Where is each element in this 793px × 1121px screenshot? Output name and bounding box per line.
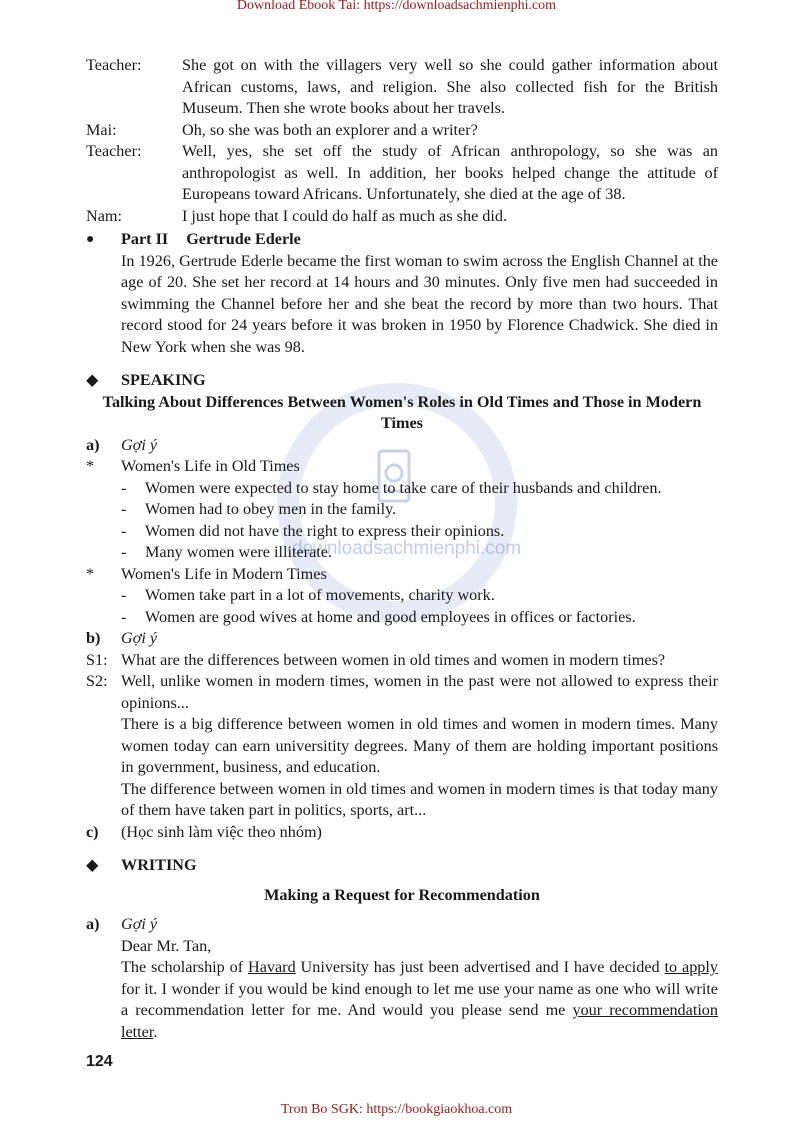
letter-greeting: Dear Mr. Tan,: [121, 936, 212, 955]
utterance: There is a big difference between women in old times and women in modern times. Many women today can earn universitity degrees. Many of them are holding important positions in government, business, and education.: [121, 715, 718, 776]
writing-heading: [86, 855, 718, 877]
dialogue-line: [86, 55, 718, 120]
s2-block: [121, 671, 718, 822]
watermark-text: downloadsachmienphi.com: [292, 538, 522, 559]
utterance: The difference between women in old times and women in modern times is that today many of them have taken part in politics, sports, art...: [121, 779, 718, 819]
dash-bullet: -: [121, 586, 127, 604]
speaker-label: Teacher:: [86, 56, 142, 74]
hint-text: Gợi ý: [121, 915, 158, 933]
speaking-heading-text: SPEAKING: [121, 371, 206, 389]
letter-text: for it. I wonder if you would be kind enough to let me use your name as one who will write a recommendation letter for me. And would you please send me: [121, 979, 718, 1019]
speaker-label: S1:: [86, 650, 108, 669]
utterance: Oh, so she was both an explorer and a writer?: [182, 120, 478, 139]
speaking-c-row: [86, 822, 718, 844]
old-times-heading-text: Women's Life in Old Times: [121, 457, 300, 475]
hint-text: Gợi ý: [121, 629, 158, 647]
list-item-text: Women were expected to stay home to take care of their husbands and children.: [145, 478, 662, 497]
utterance: What are the differences between women in old times and women in modern times?: [121, 650, 666, 669]
footer-link[interactable]: Tron Bo SGK: https://bookgiaokhoa.com: [280, 1102, 513, 1117]
part2-paragraph: In 1926, Gertrude Ederle became the first woman to swim across the English Channel at the age of 20. She set her record at 14 hours and 30 minutes. Only five men had succeeded in swimming the Channel before her and she beat the record by more than two hours. That record stood for 24 years before it was broken in 1950 by Florence Chadwick. She died in New York when she was 98.: [121, 251, 718, 356]
dash-bullet: -: [121, 500, 127, 518]
item-label: a): [86, 435, 100, 454]
list-item-text: Women had to obey men in the family.: [145, 500, 397, 518]
utterance: She got on with the villagers very well so she could gather information about African customs, laws, and religion. She also collected fish for the British Museum. Then she wrote books about her travels.: [182, 56, 718, 117]
dash-bullet: -: [121, 543, 127, 561]
list-item: [86, 607, 718, 629]
speaking-a-row: [86, 435, 718, 457]
utterance: Well, unlike women in modern times, women in the past were not allowed to express their opinions...: [121, 672, 718, 712]
underlined-text: to apply: [664, 958, 718, 976]
speaking-heading: [86, 370, 718, 392]
list-item: [86, 521, 718, 543]
dialogue-line: [86, 206, 718, 228]
writing-heading-text: WRITING: [121, 856, 197, 874]
item-label: a): [86, 915, 100, 933]
underlined-text: Havard: [248, 958, 296, 976]
old-times-heading: [86, 456, 718, 478]
speaker-label: Teacher:: [86, 142, 142, 160]
list-item-text: Many women were illiterate.: [145, 543, 332, 561]
letter-text: University has just been advertised and I have decided: [295, 958, 665, 976]
writing-title: Making a Request for Recommendation: [264, 885, 540, 904]
star-bullet-icon: *: [86, 457, 95, 475]
speaking-title: Talking About Differences Between Women's Roles in Old Times and Those in Modern Times: [102, 392, 702, 432]
diamond-bullet-icon: ◆: [86, 856, 99, 874]
dialogue-line: [86, 141, 718, 206]
part2-title: Gertrude Ederle: [186, 230, 301, 248]
writing-a-row: [86, 914, 718, 936]
dash-bullet: -: [121, 478, 127, 497]
list-item: [86, 499, 718, 521]
page-content: [86, 55, 718, 1043]
list-item: [86, 478, 718, 500]
instruction-text: (Học sinh làm việc theo nhóm): [121, 822, 322, 841]
diamond-bullet-icon: ◆: [86, 371, 99, 389]
speaker-label: Mai:: [86, 120, 117, 139]
dialogue-line: [86, 120, 718, 142]
modern-times-heading-text: Women's Life in Modern Times: [121, 564, 327, 583]
list-item-text: Women did not have the right to express their opinions.: [145, 521, 505, 540]
list-item: [86, 542, 718, 564]
utterance: I just hope that I could do half as much as she did.: [182, 206, 508, 225]
list-item: [86, 585, 718, 607]
item-label: b): [86, 629, 101, 647]
item-label: c): [86, 822, 99, 841]
s1-line: [86, 650, 718, 672]
underlined-text: your recommendation letter: [121, 1001, 718, 1041]
part2-heading: [86, 229, 718, 251]
speaker-label: S2:: [86, 672, 108, 690]
header-download-link[interactable]: Download Ebook Tai: https://downloadsachmienphi.com: [236, 0, 557, 13]
star-bullet-icon: *: [86, 564, 95, 583]
letter-paragraph: [86, 957, 718, 1043]
speaking-b-row: [86, 628, 718, 650]
letter-text: The scholarship of: [121, 958, 249, 976]
list-item-text: Women take part in a lot of movements, charity work.: [145, 586, 495, 604]
bullet-icon: ●: [86, 232, 95, 247]
page-number: 124: [86, 1053, 113, 1070]
letter-text: .: [153, 1022, 158, 1041]
speaker-label: Nam:: [86, 206, 122, 225]
part2-label: Part II: [121, 230, 169, 248]
dash-bullet: -: [121, 607, 127, 626]
dash-bullet: -: [121, 521, 127, 540]
modern-times-heading: [86, 564, 718, 586]
list-item-text: Women are good wives at home and good employees in offices or factories.: [145, 607, 636, 626]
s2-line: [86, 671, 718, 822]
hint-text: Gợi ý: [121, 435, 158, 454]
utterance: Well, yes, she set off the study of African anthropology, so she was an anthropologist as well. In addition, her books helped change the attitude of Europeans toward Africans. Unfortunately, she died at the age of 38.: [182, 142, 718, 203]
